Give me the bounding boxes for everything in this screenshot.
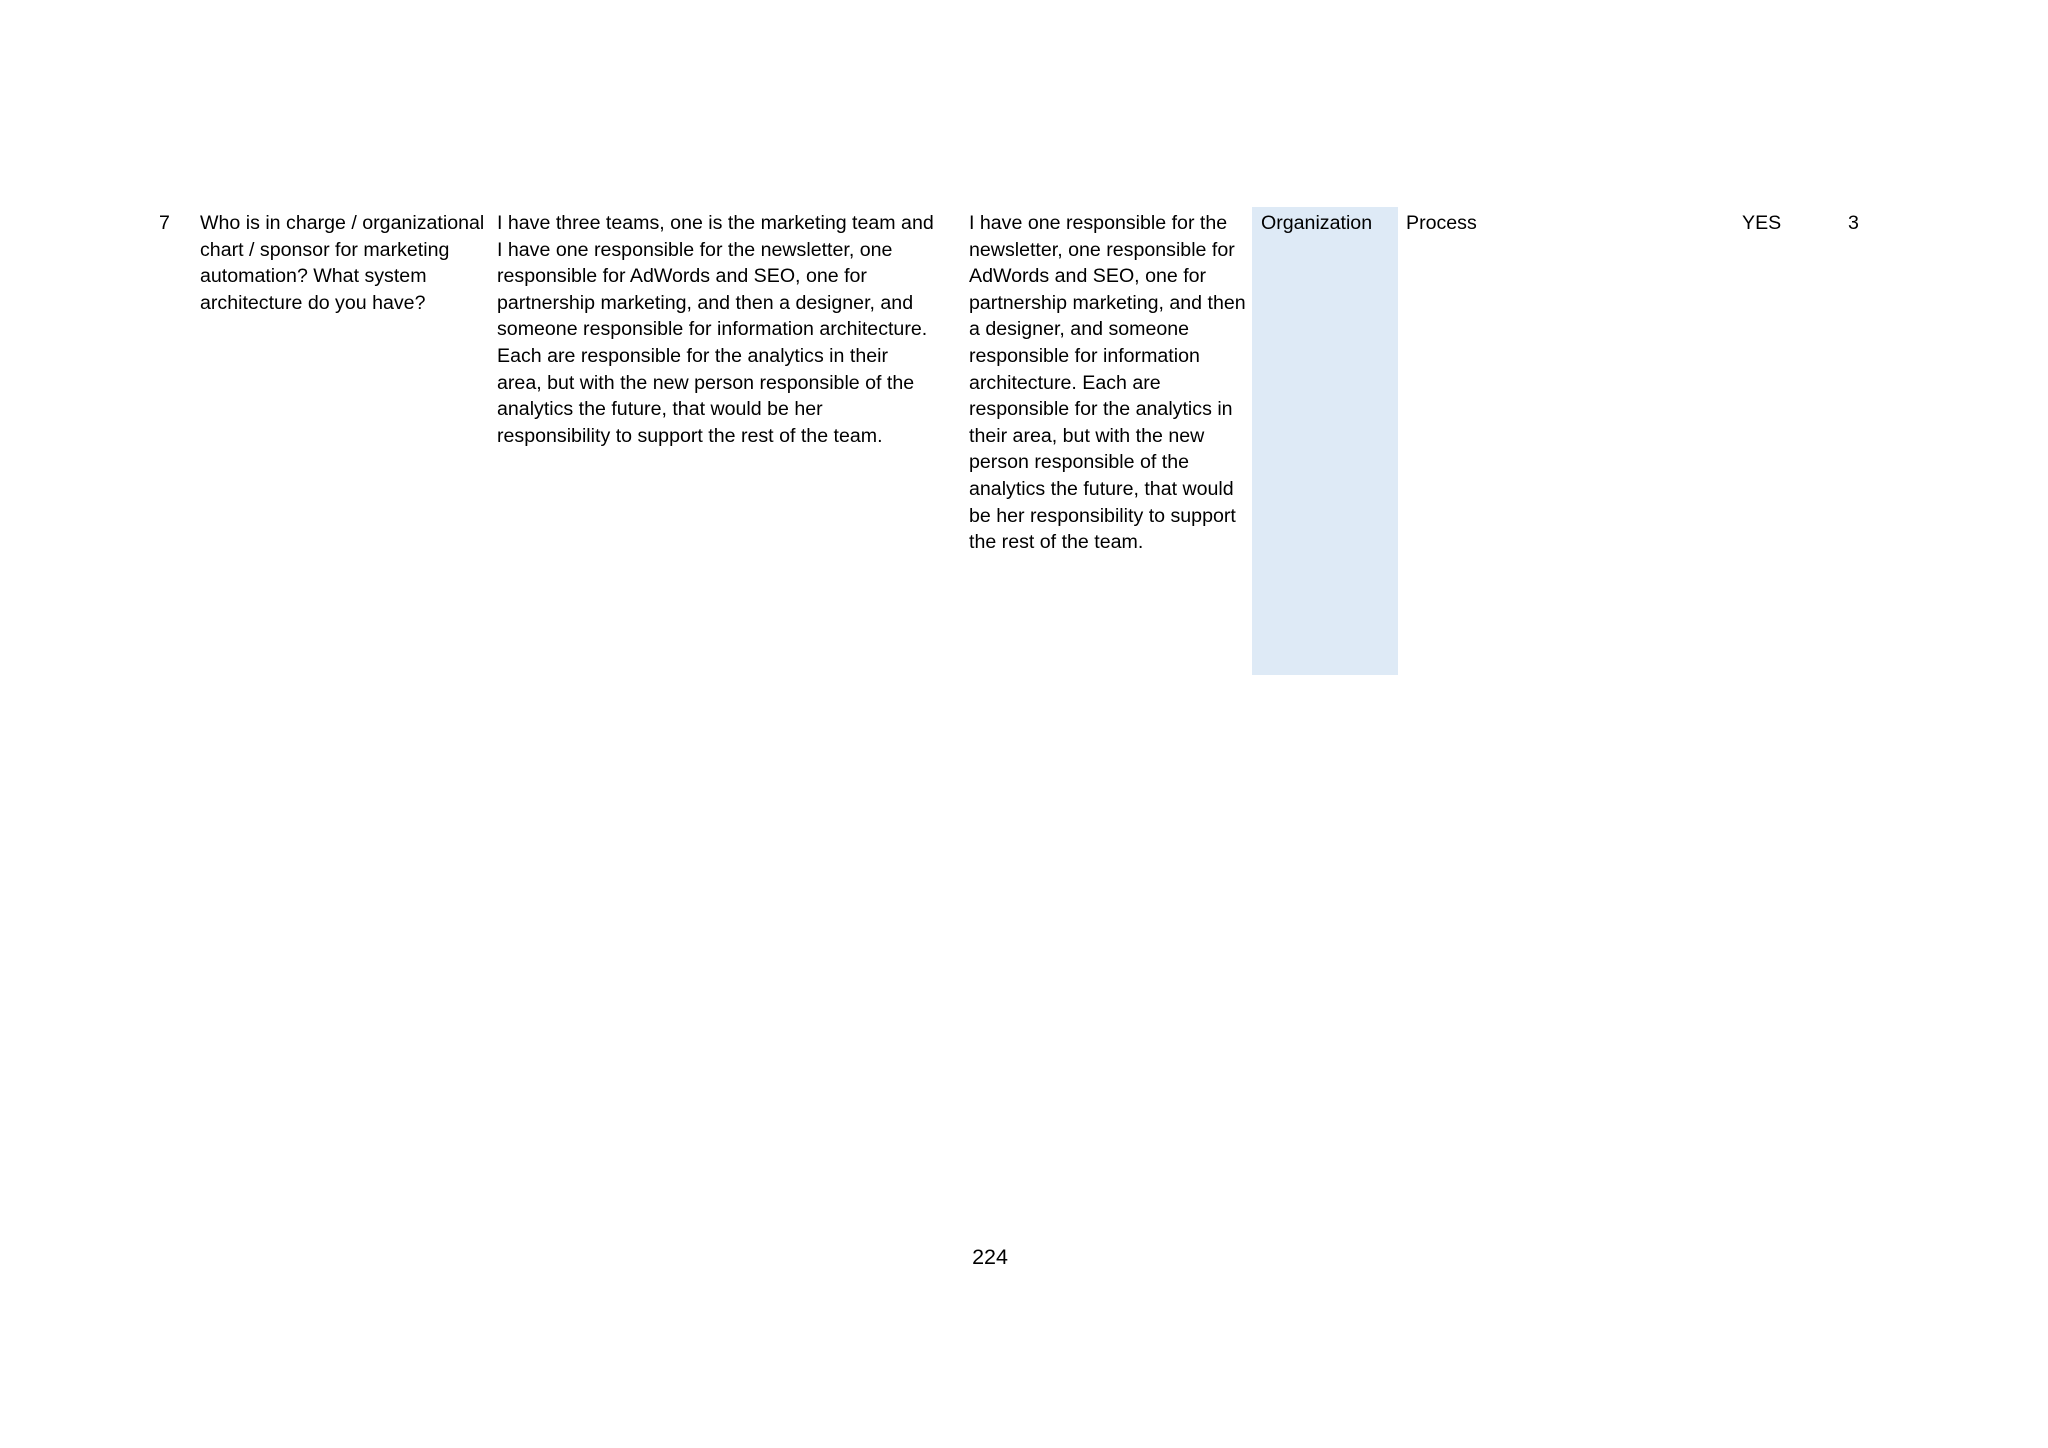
interview-question: Who is in charge / organizational chart / sponsor for marketing automation? What system architecture do you have? [200,212,485,314]
flag-value: YES [1742,212,1782,234]
subcategory-label: Process [1406,212,1477,234]
page-number: 224 [972,1245,1008,1269]
interview-answer: I have three teams, one is the marketing team and I have one responsible for the newsletter, one responsible for AdWords and SEO, one for partnership marketing, and then a designer, and someone responsible for information architecture. Each are responsible for the analytics in their area, but with the new person responsible of the analytics the future, that would be her responsibility to support the rest of the team. [497,212,934,447]
row-number: 7 [159,212,170,234]
answer-summary: I have one responsible for the newsletter, one responsible for AdWords and SEO, one for partnership marketing, and then a designer, and someone responsible for information architecture. Each are responsible for the analytics in their area, but with the new person responsible of the analytics the future, that would be her responsibility to support the rest of the team. [969,212,1246,554]
score-value: 3 [1848,212,1859,234]
table-row [0,207,2048,675]
category-label: Organization [1261,212,1373,234]
